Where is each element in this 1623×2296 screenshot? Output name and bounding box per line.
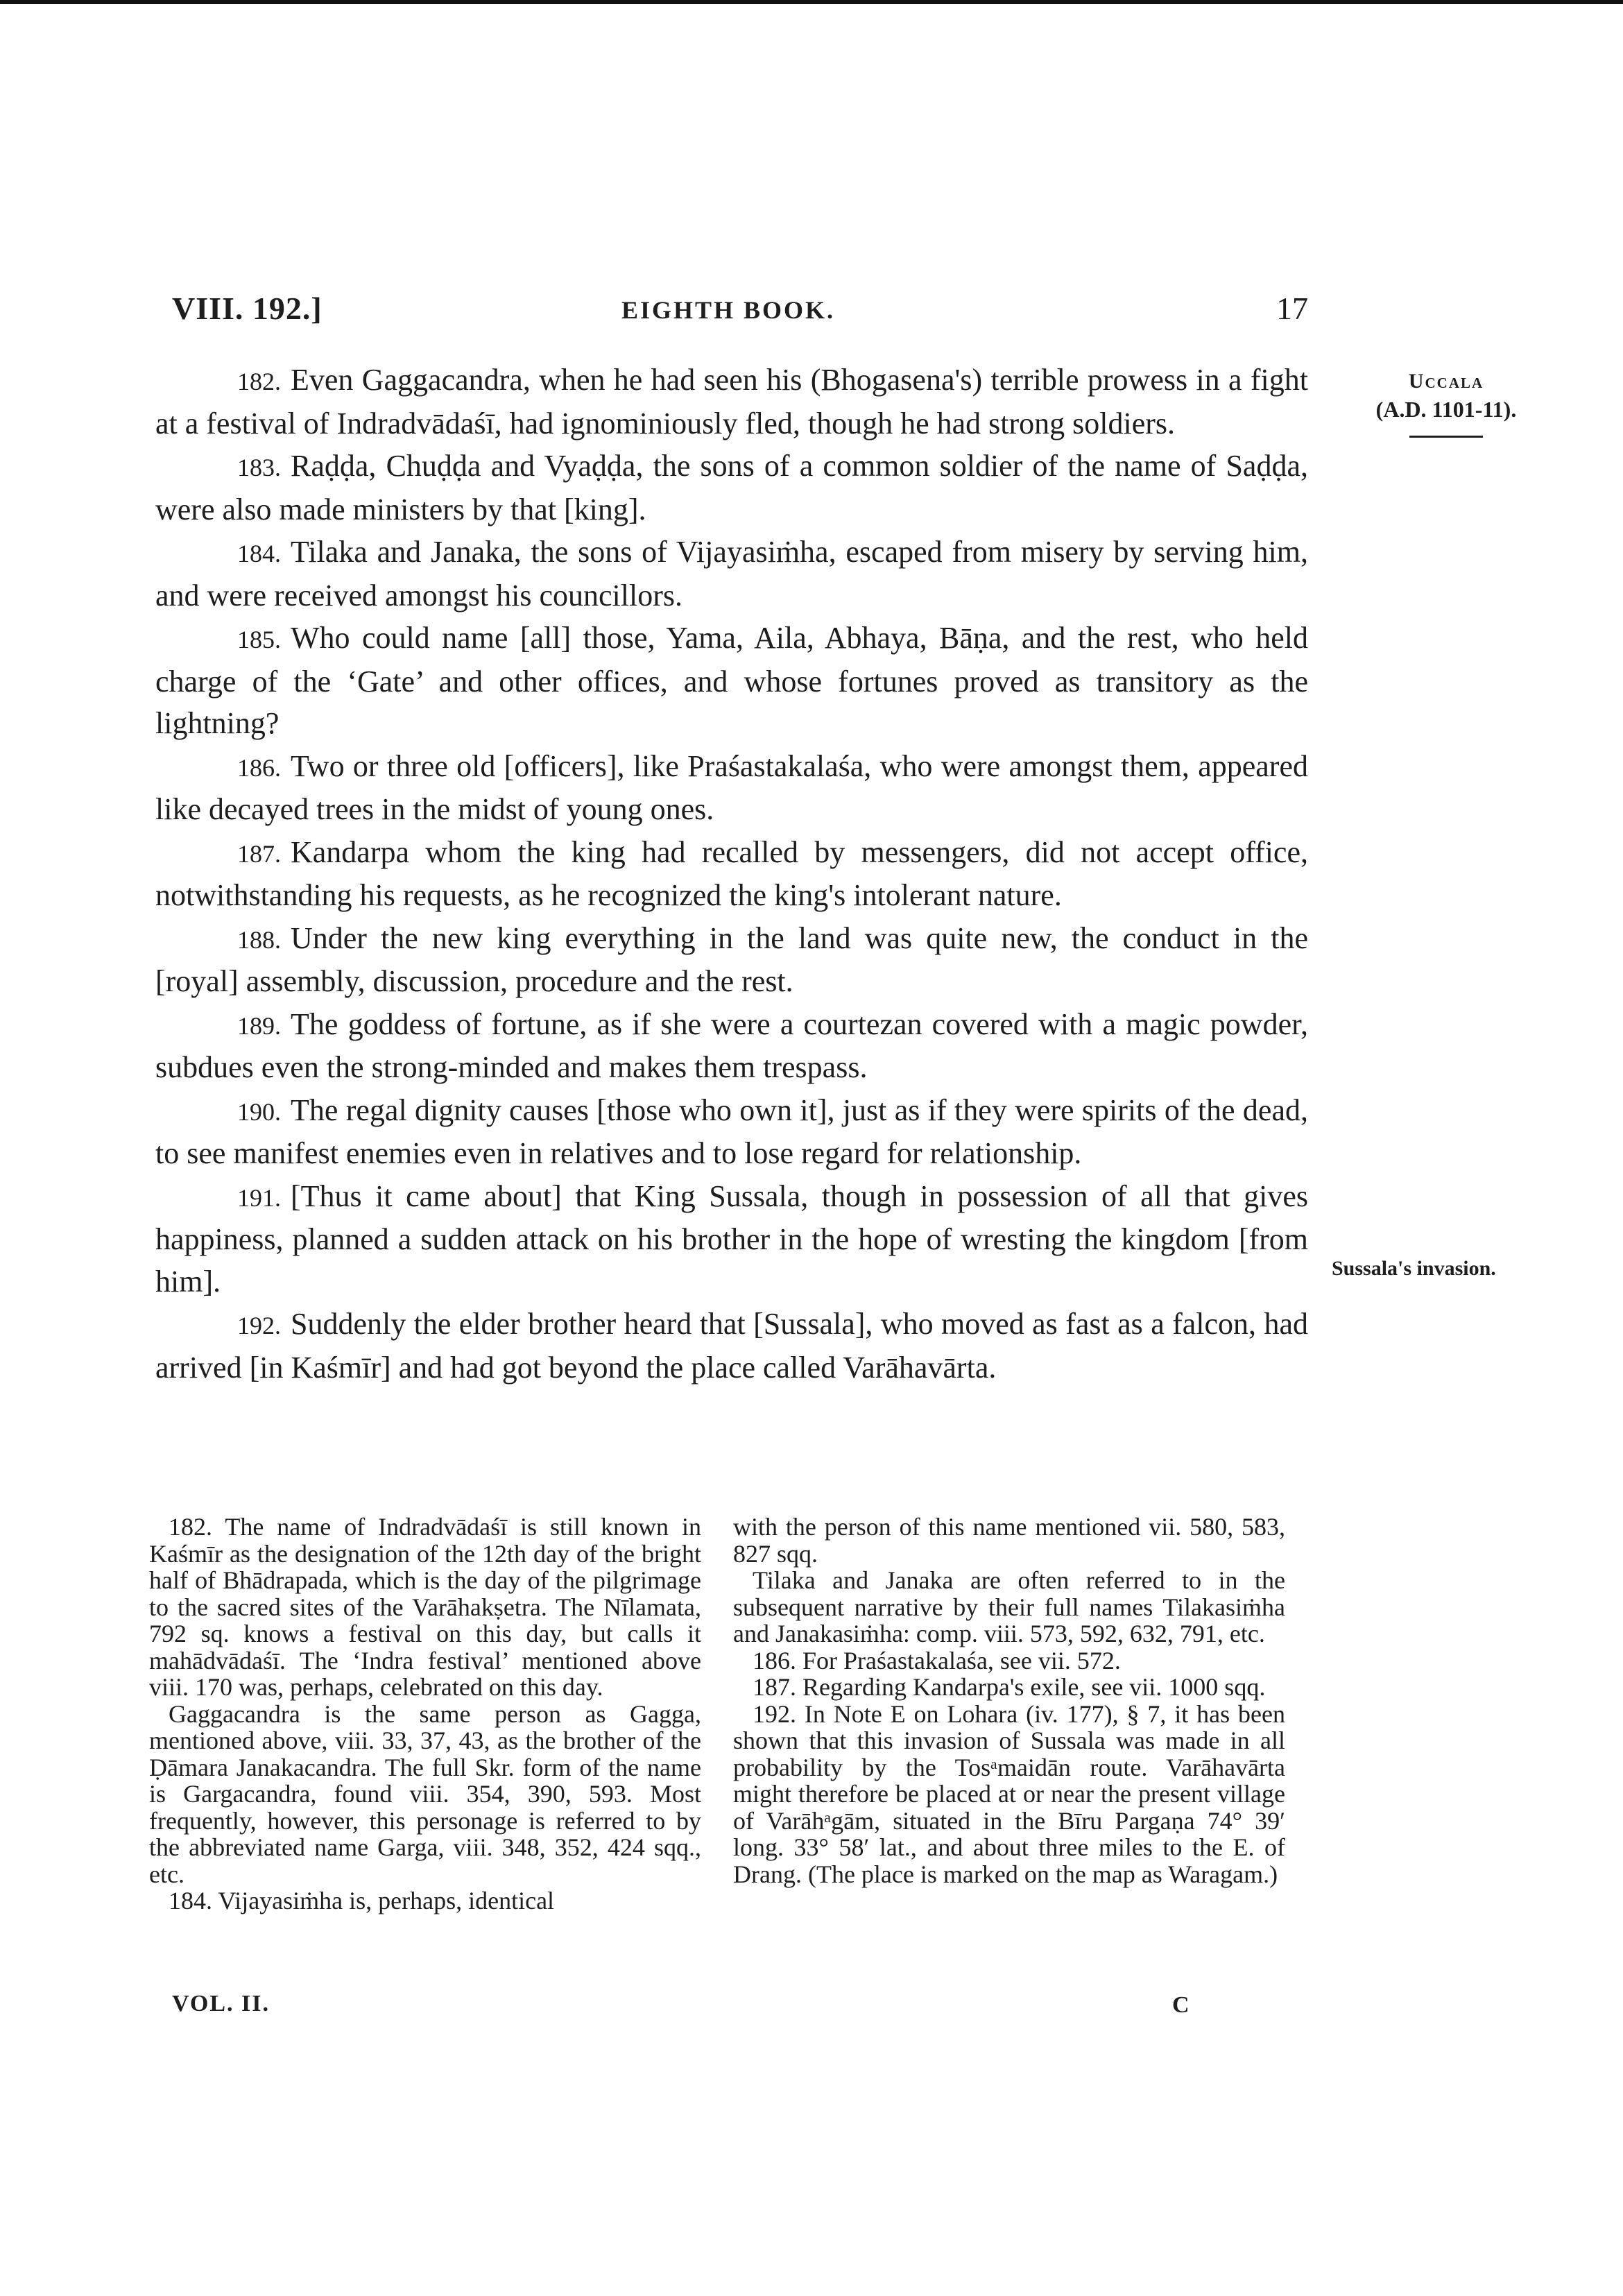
main-text (155, 359, 1308, 1389)
verse-183 (155, 445, 1308, 531)
verse-number: 184. (237, 540, 281, 567)
verse-number: 190. (237, 1097, 281, 1126)
verse-text: Suddenly the elder brother heard that [Sussala], who moved as fast as a falcon, had arrived [in Kaśmīr] and had got beyond the place called Varāhavārta. (155, 1307, 1308, 1385)
verse-number: 188. (237, 925, 281, 954)
verse-number: 185. (237, 626, 281, 653)
top-border (0, 0, 1623, 4)
verse-191 (155, 1176, 1308, 1303)
verse-text: The goddess of fortune, as if she were a courtezan covered with a magic powder, subdues even the strong-minded and makes them trespass. (155, 1006, 1308, 1084)
sidenote-uccala (1359, 368, 1533, 438)
verse-text: Two or three old [officers], like Praśastakalaśa, who were amongst them, appeared like decayed trees in the midst of young ones. (155, 748, 1308, 826)
verse-189 (155, 1004, 1308, 1089)
footnote-tilaka-janaka: Tilaka and Janaka are often referred to in the subsequent narrative by their full names Tilakasiṁha and Janakasiṁha: comp. viii. 573, 592, 632, 791, etc. (733, 1566, 1285, 1647)
verse-187 (155, 832, 1308, 917)
footnote-192: 192. In Note E on Lohara (iv. 177), § 7, it has been shown that this invasion of Sussala was made in all probability by the Tosᵃmaidān route. Varāhavārta might therefore be placed at or near the present village of Varāhᵃgām, situated in the Bīru Pargaṇa 74° 39′ long. 33° 58′ lat., and about three miles to the E. of Drang. (The place is marked on the map as Waragam.) (733, 1699, 1285, 1888)
sidenote-uccala-date: (A.D. 1101-11). (1375, 397, 1517, 422)
verse-number: 187. (237, 839, 281, 868)
verse-184 (155, 531, 1308, 617)
header-book-title: EIGHTH BOOK. (621, 296, 836, 324)
footer-signature: C (1172, 1992, 1190, 2018)
verse-text: Under the new king everything in the land was quite new, the conduct in the [royal] assembly, discussion, procedure and the rest. (155, 920, 1308, 998)
running-header (164, 290, 1308, 332)
verse-text: [Thus it came about] that King Sussala, though in possession of all that gives happiness, planned a sudden attack on his brother in the hope of wresting the kingdom [from him]. (155, 1179, 1308, 1299)
verse-number: 192. (237, 1312, 281, 1339)
footnotes-right-column (733, 1514, 1285, 1887)
footnote-184: 184. Vijayasiṁha is, perhaps, identical (169, 1887, 555, 1914)
verse-text: Tilaka and Janaka, the sons of Vijayasiṁha, escaped from misery by serving him, and were received amongst his councillors. (155, 535, 1308, 612)
verse-186 (155, 746, 1308, 831)
verse-185 (155, 617, 1308, 745)
verse-192 (155, 1303, 1308, 1389)
verse-188 (155, 918, 1308, 1003)
verse-text: Who could name [all] those, Yama, Aila, Abhaya, Bāṇa, and the rest, who held charge of the ‘Gate’ and other offices, and whose fortunes proved as transitory as the lightning? (155, 621, 1308, 740)
footnote-184-continued: with the person of this name mentioned vii. 580, 583, 827 sqq. (733, 1513, 1285, 1568)
verse-182 (155, 359, 1308, 445)
verse-text: Kandarpa whom the king had recalled by messengers, did not accept office, notwithstanding his requests, as he recognized the king's intolerant nature. (155, 834, 1308, 912)
verse-text: The regal dignity causes [those who own it], just as if they were spirits of the dead, to see manifest enemies even in relatives and to lose regard for relationship. (155, 1093, 1308, 1170)
footnote-186: 186. For Praśastakalaśa, see vii. 572. (753, 1646, 1121, 1674)
sidenote-uccala-name: Uccala (1408, 370, 1484, 393)
verse-text: Even Gaggacandra, when he had seen his (Bhogasena's) terrible prowess in a fight at a festival of Indradvādaśī, had ignominiously fled, though he had strong soldiers. (155, 363, 1308, 440)
footnote-187: 187. Regarding Kandarpa's exile, see vii. 1000 sqq. (753, 1673, 1266, 1701)
footnotes-left-column (149, 1514, 701, 1914)
verse-number: 182. (237, 368, 281, 395)
sidenote-rule (1409, 436, 1483, 438)
header-verse-ref: VIII. 192.] (172, 291, 323, 326)
verse-text: Raḍḍa, Chuḍḍa and Vyaḍḍa, the sons of a common soldier of the name of Saḍḍa, were also made ministers by that [king]. (155, 449, 1308, 526)
sidenote-invasion: Sussala's invasion. (1332, 1257, 1496, 1280)
verse-number: 186. (237, 753, 281, 782)
verse-number: 189. (237, 1011, 281, 1040)
footer-volume: VOL. II. (172, 1991, 270, 2016)
verse-number: 183. (237, 454, 281, 481)
page-number: 17 (1276, 291, 1308, 326)
footnote-182: 182. The name of Indradvādaśī is still known in Kaśmīr as the designation of the 12th day of the bright half of Bhādrapada, which is the day of the pilgrimage to the sacred sites of the Varāhakṣetra. The Nīlamata, 792 sq. knows a festival on this day, but calls it mahādvādaśī. The ‘Indra festival’ mentioned above viii. 170 was, perhaps, celebrated on this day. (149, 1513, 701, 1701)
footnote-gaggacandra: Gaggacandra is the same person as Gagga, mentioned above, viii. 33, 37, 43, as the brother of the Ḍāmara Janakacandra. The full Skr. form of the name is Gargacandra, found viii. 354, 390, 593. Most frequently, however, this personage is referred to by the abbreviated name Garga, viii. 348, 352, 424 sqq., etc. (149, 1699, 701, 1888)
verse-190 (155, 1090, 1308, 1175)
verse-number: 191. (237, 1183, 281, 1212)
